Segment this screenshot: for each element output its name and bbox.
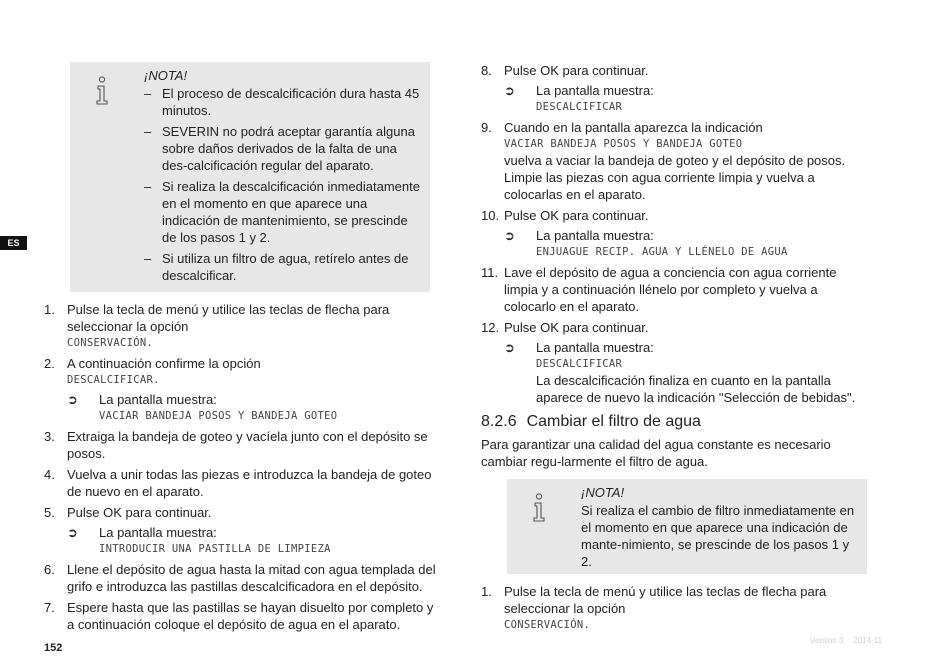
- note-title: ¡NOTA!: [144, 68, 188, 83]
- page-number: 152: [44, 642, 63, 654]
- section-number: 8.2.6: [481, 413, 517, 430]
- step-11: 11. Lave el depósito de agua a conciencia con agua corriente limpia y a continuación llénelo por completo y vuelva a colocarlo en el aparato.: [481, 265, 837, 314]
- section-title: Cambiar el filtro de agua: [526, 413, 701, 430]
- info-icon: [531, 493, 547, 523]
- result-line: ➲ La pantalla muestra: DESCALCIFICAR: [504, 82, 873, 115]
- note-box: [70, 62, 430, 292]
- result-arrow-icon: ➲: [67, 525, 78, 540]
- display-text: VACIAR BANDEJA POSOS Y BANDEJA GOTEO: [99, 410, 338, 422]
- step-3: 3. Extraiga la bandeja de goteo y vacíela junto con el depósito se posos.: [44, 429, 428, 461]
- display-text: ENJUAGUE RECIP. AGUA Y LLÉNELO DE AGUA: [536, 246, 788, 258]
- display-text: CONSERVACIÓN.: [504, 619, 591, 631]
- step-12: 12. Pulse OK para continuar. ➲ La pantalla muestra: DESCALCIFICAR La descalcificación finaliza en cuanto en la pantalla aparece de nuevo la indicación "Selección de bebidas".: [481, 319, 873, 406]
- note-bullet: – Si realiza la descalcificación inmediatamente en el momento en que aparece una indicación de mantenimiento, se prescinde de los pasos 1 y 2.: [144, 179, 420, 245]
- result-arrow-icon: ➲: [504, 83, 515, 98]
- step-8: 8. Pulse OK para continuar. ➲ La pantalla muestra: DESCALCIFICAR: [481, 62, 873, 115]
- step-6: 6. Llene el depósito de agua hasta la mitad con agua templada del grifo e introduzca las pastillas descalcificadora en el depósito.: [44, 562, 436, 594]
- result-line: ➲ La pantalla muestra: INTRODUCIR UNA PASTILLA DE LIMPIEZA: [67, 524, 438, 557]
- result-arrow-icon: ➲: [504, 340, 515, 355]
- result-arrow-icon: ➲: [67, 392, 78, 407]
- display-text: DESCALCIFICAR: [536, 358, 623, 370]
- result-line: ➲ La pantalla muestra: VACIAR BANDEJA POSOS Y BANDEJA GOTEO: [67, 391, 438, 424]
- note-bullet: – Si utiliza un filtro de agua, retírelo antes de descalcificar.: [144, 251, 409, 283]
- info-icon: [94, 76, 110, 106]
- section-heading: [481, 412, 873, 432]
- note-bullet: – El proceso de descalcificación dura hasta 45 minutos.: [144, 86, 420, 118]
- version-footer: Version 3 2014-11: [810, 636, 883, 645]
- section-intro: Para garantizar una calidad del agua constante es necesario cambiar regu-larmente el filtro de agua.: [481, 437, 831, 469]
- step-7: 7. Espere hasta que las pastillas se hayan disuelto por completo y a continuación coloque el depósito de agua en el aparato.: [44, 600, 434, 632]
- display-text: INTRODUCIR UNA PASTILLA DE LIMPIEZA: [99, 543, 331, 555]
- step-4: 4. Vuelva a unir todas las piezas e introduzca la bandeja de goteo de nuevo en el aparato.: [44, 467, 432, 499]
- note-box: [507, 479, 867, 574]
- left-column: [44, 62, 438, 637]
- display-text: DESCALCIFICAR: [536, 101, 623, 113]
- right-column: [481, 62, 873, 637]
- step-10: 10. Pulse OK para continuar. ➲ La pantalla muestra: ENJUAGUE RECIP. AGUA Y LLÉNELO DE AGUA: [481, 207, 873, 260]
- display-text: VACIAR BANDEJA POSOS Y BANDEJA GOTEO: [504, 138, 743, 150]
- language-tab: ES: [0, 236, 27, 250]
- result-line: ➲ La pantalla muestra: ENJUAGUE RECIP. AGUA Y LLÉNELO DE AGUA: [504, 227, 873, 260]
- step-1: 1. Pulse la tecla de menú y utilice las teclas de flecha para seleccionar la opción CONSERVACIÓN.: [44, 301, 438, 351]
- display-text: DESCALCIFICAR.: [67, 374, 160, 386]
- step-2: 2. A continuación confirme la opción DESCALCIFICAR. ➲ La pantalla muestra: VACIAR BANDEJA POSOS Y BANDEJA GOTEO: [44, 355, 438, 424]
- note-text: Si realiza el cambio de filtro inmediatamente en el momento en que aparece una indicación de mante-nimiento, se prescinde de los pasos 1 y 2.: [581, 503, 855, 569]
- display-text: CONSERVACIÓN.: [67, 337, 154, 349]
- note-bullet: – SEVERIN no podrá aceptar garantía alguna sobre daños derivados de la falta de una des-calcificación regular del aparato.: [144, 124, 415, 173]
- result-arrow-icon: ➲: [504, 228, 515, 243]
- step-9: 9. Cuando en la pantalla aparezca la indicación VACIAR BANDEJA POSOS Y BANDEJA GOTEO vuelva a vaciar la bandeja de goteo y el depósito de posos. Limpie las piezas con agua corriente limpia y vuelva a colocarlas en el aparato.: [481, 119, 873, 203]
- note-title: ¡NOTA!: [581, 485, 625, 500]
- step-5: 5. Pulse OK para continuar. ➲ La pantalla muestra: INTRODUCIR UNA PASTILLA DE LIMPIEZA: [44, 504, 438, 557]
- result-line: ➲ La pantalla muestra: DESCALCIFICAR La descalcificación finaliza en cuanto en la pantalla aparece de nuevo la indicación "Selección de bebidas".: [504, 339, 873, 406]
- step-1-filter: 1. Pulse la tecla de menú y utilice las teclas de flecha para seleccionar la opción CONSERVACIÓN.: [481, 583, 873, 633]
